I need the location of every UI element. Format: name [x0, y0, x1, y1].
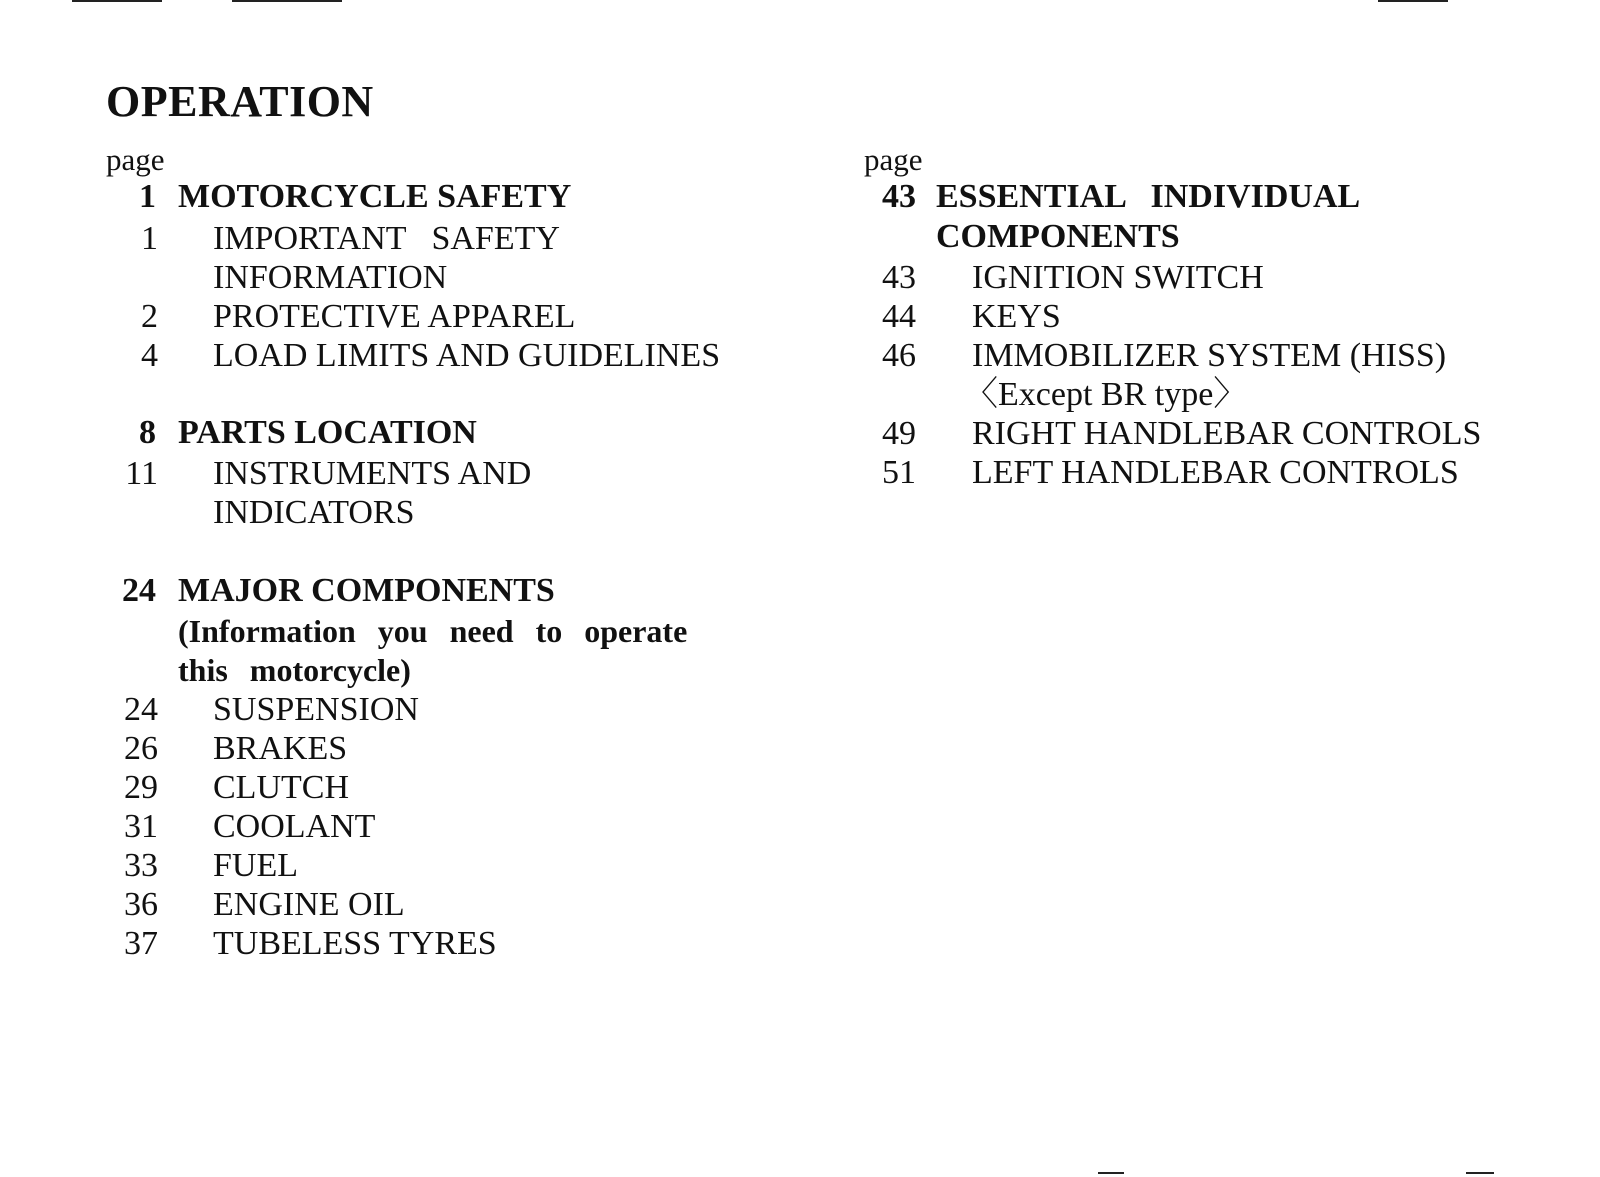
entry-page-number: 2 — [141, 298, 158, 335]
entry-title-line2: 〈Except BR type〉 — [964, 376, 1248, 413]
section-title: MOTORCYCLE SAFETY — [178, 178, 572, 215]
section-page-number: 1 — [139, 178, 156, 215]
entry-page-number: 1 — [141, 220, 158, 257]
entry-page-number: 51 — [882, 454, 916, 491]
entry-title: CLUTCH — [213, 769, 349, 806]
toc-section[interactable] — [0, 180, 1600, 220]
entry-page-number: 26 — [124, 730, 158, 767]
scan-edge-mark — [1466, 1172, 1494, 1174]
entry-page-number: 24 — [124, 691, 158, 728]
entry-title: LOAD LIMITS AND GUIDELINES — [213, 337, 721, 374]
entry-page-number: 11 — [125, 455, 158, 492]
toc-entry[interactable] — [0, 771, 1600, 811]
toc-entry[interactable] — [0, 810, 1600, 850]
entry-page-number: 4 — [141, 337, 158, 374]
section-title: ESSENTIAL INDIVIDUAL — [936, 178, 1361, 215]
section-page-number: 8 — [139, 414, 156, 451]
section-title-line2: COMPONENTS — [936, 218, 1180, 255]
entry-page-number: 36 — [124, 886, 158, 923]
toc-entry[interactable] — [0, 300, 1600, 340]
entry-title: IMPORTANT SAFETY — [213, 220, 560, 257]
section-note-line1: (Information you need to operate — [178, 613, 688, 649]
scan-edge-mark — [232, 0, 342, 2]
entry-title: SUSPENSION — [213, 691, 419, 728]
toc-entry[interactable] — [0, 456, 1600, 496]
section-page-number: 43 — [882, 178, 916, 215]
section-note — [0, 654, 1600, 694]
entry-page-number: 43 — [882, 259, 916, 296]
entry-title: TUBELESS TYRES — [213, 925, 497, 962]
toc-entry-continuation — [0, 496, 1600, 536]
entry-title-line2: INDICATORS — [213, 494, 415, 531]
entry-page-number: 44 — [882, 298, 916, 335]
page-title: OPERATION — [106, 77, 374, 126]
toc-entry[interactable] — [0, 732, 1600, 772]
scan-edge-mark — [1098, 1172, 1124, 1174]
entry-title: RIGHT HANDLEBAR CONTROLS — [972, 415, 1482, 452]
toc-section-continuation — [0, 220, 1600, 260]
page-column-label: page — [864, 142, 923, 177]
entry-title: LEFT HANDLEBAR CONTROLS — [972, 454, 1459, 491]
toc-entry[interactable] — [0, 339, 1600, 379]
toc-entry[interactable] — [0, 693, 1600, 733]
entry-page-number: 46 — [882, 337, 916, 374]
entry-title: PROTECTIVE APPAREL — [213, 298, 576, 335]
toc-entry[interactable] — [0, 927, 1600, 967]
section-note-line2: this motorcycle) — [178, 652, 411, 688]
toc-entry[interactable] — [0, 849, 1600, 889]
entry-title: IGNITION SWITCH — [972, 259, 1264, 296]
section-note — [0, 615, 1600, 655]
entry-page-number: 33 — [124, 847, 158, 884]
toc-entry[interactable] — [0, 261, 1600, 301]
entry-title: FUEL — [213, 847, 298, 884]
entry-title: COOLANT — [213, 808, 376, 845]
entry-title: BRAKES — [213, 730, 348, 767]
entry-title: KEYS — [972, 298, 1061, 335]
toc-section[interactable] — [0, 574, 1600, 614]
section-title: PARTS LOCATION — [178, 414, 477, 451]
page-column-label: page — [106, 142, 165, 177]
entry-page-number: 29 — [124, 769, 158, 806]
entry-page-number: 37 — [124, 925, 158, 962]
entry-page-number: 49 — [882, 415, 916, 452]
scan-edge-mark — [72, 0, 162, 2]
section-title: MAJOR COMPONENTS — [178, 572, 555, 609]
section-page-number: 24 — [122, 572, 156, 609]
entry-title-line2: INFORMATION — [213, 259, 448, 296]
entry-title: INSTRUMENTS AND — [213, 455, 532, 492]
entry-title: IMMOBILIZER SYSTEM (HISS) — [972, 337, 1447, 374]
toc-entry-continuation — [0, 378, 1600, 418]
entry-page-number: 31 — [124, 808, 158, 845]
toc-entry[interactable] — [0, 414, 1600, 457]
entry-title: ENGINE OIL — [213, 886, 405, 923]
scan-edge-mark — [1378, 0, 1448, 2]
toc-entry[interactable] — [0, 888, 1600, 928]
